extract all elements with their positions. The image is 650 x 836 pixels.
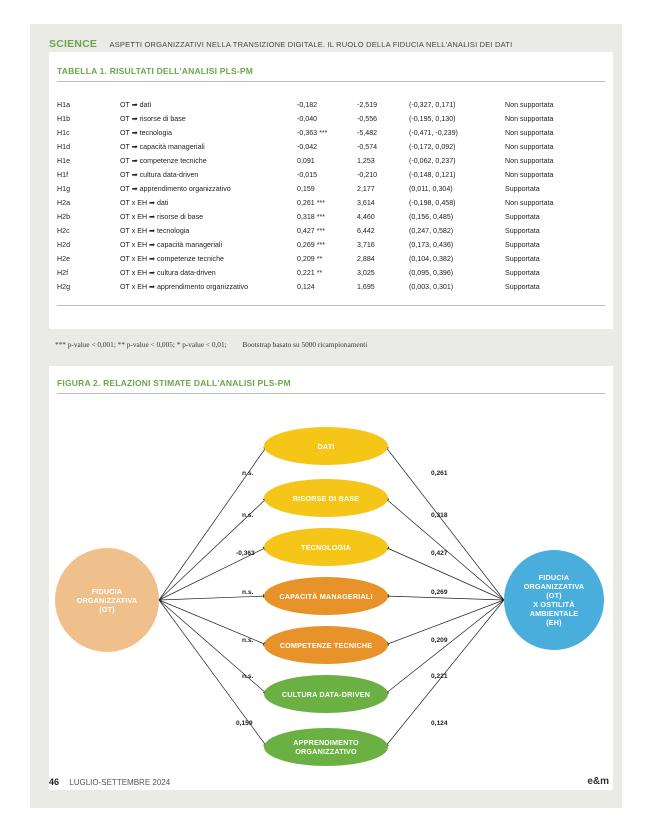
t-statistic: 3,716	[357, 241, 375, 249]
t-statistic: 3,614	[357, 199, 375, 207]
target-node-label: TECNOLOGIA	[301, 542, 351, 552]
relationship: OT ➡ cultura data-driven	[120, 171, 199, 179]
edge-label-ot: n.s.	[242, 673, 254, 680]
table-row	[57, 196, 605, 210]
t-statistic: 1,253	[357, 157, 375, 165]
t-statistic: 2,177	[357, 185, 375, 193]
relationship: OT x EH ➡ risorse di base	[120, 213, 204, 221]
table-row	[57, 112, 605, 126]
confidence-interval: (-0,172, 0,092)	[409, 143, 456, 151]
significance-note: *** p-value < 0,001; ** p-value < 0,005; * p-value < 0,01;	[55, 340, 227, 349]
edge-label-ot: n.s.	[242, 512, 254, 519]
edge-label-ot: -0,363	[236, 550, 255, 557]
t-statistic: 2,884	[357, 255, 375, 263]
running-header	[49, 34, 611, 52]
path-coefficient: 0,159	[297, 185, 315, 193]
relationship: OT ➡ risorse di base	[120, 115, 186, 123]
confidence-interval: (0,156, 0,485)	[409, 213, 454, 221]
relationship: OT x EH ➡ dati	[120, 199, 169, 207]
relationship: OT x EH ➡ tecnologia	[120, 227, 190, 235]
edge-label-ot: n.s.	[242, 589, 254, 596]
confidence-interval: (0,173, 0,436)	[409, 241, 454, 249]
table-row	[57, 238, 605, 252]
hypothesis-id: H1a	[57, 101, 71, 109]
target-node-label: CULTURA DATA-DRIVEN	[281, 689, 371, 699]
hypothesis-id: H2b	[57, 213, 71, 221]
target-node	[264, 427, 388, 465]
edge-label-ot-x-eh: 0,269	[431, 589, 448, 596]
page-footer	[49, 777, 611, 797]
hypothesis-result: Non supportata	[505, 143, 554, 151]
hypothesis-result: Non supportata	[505, 199, 554, 207]
path-coefficient: -0,363 ***	[297, 129, 328, 137]
target-node	[264, 577, 388, 615]
bootstrap-note: Bootstrap basato su 5000 ricampionamenti	[242, 340, 368, 349]
hypothesis-id: H1g	[57, 185, 71, 193]
edge-label-ot-x-eh: 0,124	[431, 720, 448, 727]
path-coefficient: -0,015	[297, 171, 318, 179]
hypothesis-result: Non supportata	[505, 129, 554, 137]
hypothesis-id: H2e	[57, 255, 71, 263]
t-statistic: 1,695	[357, 283, 375, 291]
relationship: OT x EH ➡ cultura data-driven	[120, 269, 216, 277]
path-coefficient: 0,209 **	[297, 255, 323, 263]
path-coefficient: 0,261 ***	[297, 199, 326, 207]
hypothesis-id: H2f	[57, 269, 69, 277]
t-statistic: 6,442	[357, 227, 375, 235]
table-row	[57, 126, 605, 140]
path-coefficient: -0,042	[297, 143, 318, 151]
hypothesis-id: H2g	[57, 283, 71, 291]
path-coefficient: 0,427 ***	[297, 227, 326, 235]
relationship: OT ➡ competenze tecniche	[120, 157, 207, 165]
hypothesis-result: Supportata	[505, 269, 540, 277]
node-ot-label: FIDUCIA ORGANIZZATIVA (OT)	[76, 586, 138, 614]
page-number: 46	[49, 777, 60, 787]
edge-label-ot-x-eh: 0,318	[431, 512, 448, 519]
confidence-interval: (0,247, 0,582)	[409, 227, 454, 235]
target-node	[264, 626, 388, 664]
hypothesis-result: Supportata	[505, 283, 540, 291]
t-statistic: -5,482	[357, 129, 378, 137]
table-row	[57, 182, 605, 196]
confidence-interval: (-0,148, 0,121)	[409, 171, 456, 179]
figure-title: FIGURA 2. RELAZIONI STIMATE DALL'ANALISI PLS-PM	[57, 378, 291, 388]
target-node	[264, 728, 388, 766]
edge-label-ot-x-eh: 0,209	[431, 637, 448, 644]
t-statistic: -0,574	[357, 143, 378, 151]
arrow-from-ot-x-eh	[385, 596, 504, 600]
relationship: OT ➡ dati	[120, 101, 152, 109]
path-coefficient: 0,318 ***	[297, 213, 326, 221]
target-node-label: CAPACITÀ MANAGERIALI	[279, 591, 373, 601]
hypothesis-result: Non supportata	[505, 101, 554, 109]
relationship: OT ➡ apprendimento organizzativo	[120, 185, 231, 193]
hypothesis-id: H1e	[57, 157, 71, 165]
hypothesis-result: Non supportata	[505, 157, 554, 165]
relationship: OT ➡ capacità manageriali	[120, 143, 205, 151]
hypothesis-id: H1f	[57, 171, 69, 179]
path-coefficient: -0,040	[297, 115, 318, 123]
edge-label-ot-x-eh: 0,427	[431, 550, 448, 557]
target-node-label: COMPETENZE TECNICHE	[279, 640, 373, 650]
confidence-interval: (-0,195, 0,130)	[409, 115, 456, 123]
target-node	[264, 675, 388, 713]
confidence-interval: (0,104, 0,382)	[409, 255, 454, 263]
relationship: OT x EH ➡ apprendimento organizzativo	[120, 283, 249, 291]
confidence-interval: (0,003, 0,301)	[409, 283, 454, 291]
results-table	[57, 98, 605, 294]
relationship: OT x EH ➡ capacità manageriali	[120, 241, 223, 249]
node-ot	[55, 548, 159, 652]
path-coefficient: 0,124	[297, 283, 315, 291]
running-title: ASPETTI ORGANIZZATIVI NELLA TRANSIZIONE DIGITALE. IL RUOLO DELLA FIDUCIA NELL'ANALISI DEI DATI	[109, 40, 513, 49]
confidence-interval: (0,095, 0,396)	[409, 269, 454, 277]
path-coefficient: 0,221 **	[297, 269, 323, 277]
target-node-label: DATI	[317, 441, 335, 451]
t-statistic: -0,210	[357, 171, 378, 179]
hypothesis-result: Supportata	[505, 227, 540, 235]
target-node-label: RISORSE DI BASE	[292, 493, 360, 503]
node-ot-x-eh-label: FIDUCIA ORGANIZZATIVA (OT) X OSTILITÀ AMBIENTALE (EH)	[523, 573, 585, 627]
t-statistic: 3,025	[357, 269, 375, 277]
t-statistic: 4,460	[357, 213, 375, 221]
hypothesis-id: H1c	[57, 129, 70, 137]
table-row	[57, 266, 605, 280]
table-title-divider	[57, 81, 605, 82]
confidence-interval: (-0,471, -0,239)	[409, 129, 458, 137]
figure-panel	[49, 366, 613, 790]
hypothesis-result: Non supportata	[505, 171, 554, 179]
hypothesis-result: Non supportata	[505, 115, 554, 123]
hypothesis-id: H2d	[57, 241, 71, 249]
hypothesis-id: H2c	[57, 227, 70, 235]
journal-logo: e&m	[587, 776, 609, 787]
path-coefficient: 0,269 ***	[297, 241, 326, 249]
table-notes	[55, 340, 367, 349]
arrow-from-ot	[159, 596, 267, 600]
t-statistic: -0,556	[357, 115, 378, 123]
edge-label-ot: n.s.	[242, 470, 254, 477]
target-node	[264, 528, 388, 566]
target-node-label: APPRENDIMENTO ORGANIZZATIVO	[293, 738, 359, 756]
table-title: TABELLA 1. RISULTATI DELL'ANALISI PLS-PM	[57, 66, 254, 76]
table-row	[57, 224, 605, 238]
path-coefficient: 0,091	[297, 157, 315, 165]
t-statistic: -2,519	[357, 101, 378, 109]
section-brand: SCIENCE	[49, 38, 98, 50]
edge-label-ot: n.s.	[242, 637, 254, 644]
table-row	[57, 140, 605, 154]
table-row	[57, 168, 605, 182]
hypothesis-result: Supportata	[505, 241, 540, 249]
edge-label-ot: 0,159	[236, 720, 253, 727]
table-row	[57, 210, 605, 224]
target-node	[264, 479, 388, 517]
issue-date: LUGLIO-SETTEMBRE 2024	[69, 778, 171, 787]
hypothesis-id: H1b	[57, 115, 71, 123]
confidence-interval: (-0,198, 0,458)	[409, 199, 456, 207]
hypothesis-result: Supportata	[505, 185, 540, 193]
edge-label-ot-x-eh: 0,261	[431, 470, 448, 477]
page-background	[30, 24, 622, 808]
table-panel	[49, 52, 613, 329]
hypothesis-result: Supportata	[505, 255, 540, 263]
table-row	[57, 154, 605, 168]
path-coefficient: -0,182	[297, 101, 318, 109]
table-row	[57, 280, 605, 294]
relationship: OT ➡ tecnologia	[120, 129, 172, 137]
node-ot-x-eh	[504, 550, 604, 650]
table-row	[57, 98, 605, 112]
hypothesis-id: H2a	[57, 199, 71, 207]
table-bottom-divider	[57, 305, 605, 306]
confidence-interval: (-0,327, 0,171)	[409, 101, 456, 109]
table-row	[57, 252, 605, 266]
edge-label-ot-x-eh: 0,221	[431, 673, 448, 680]
relationship: OT x EH ➡ competenze tecniche	[120, 255, 224, 263]
hypothesis-result: Supportata	[505, 213, 540, 221]
confidence-interval: (-0,062, 0,237)	[409, 157, 456, 165]
confidence-interval: (0,011, 0,304)	[409, 185, 453, 193]
hypothesis-id: H1d	[57, 143, 71, 151]
